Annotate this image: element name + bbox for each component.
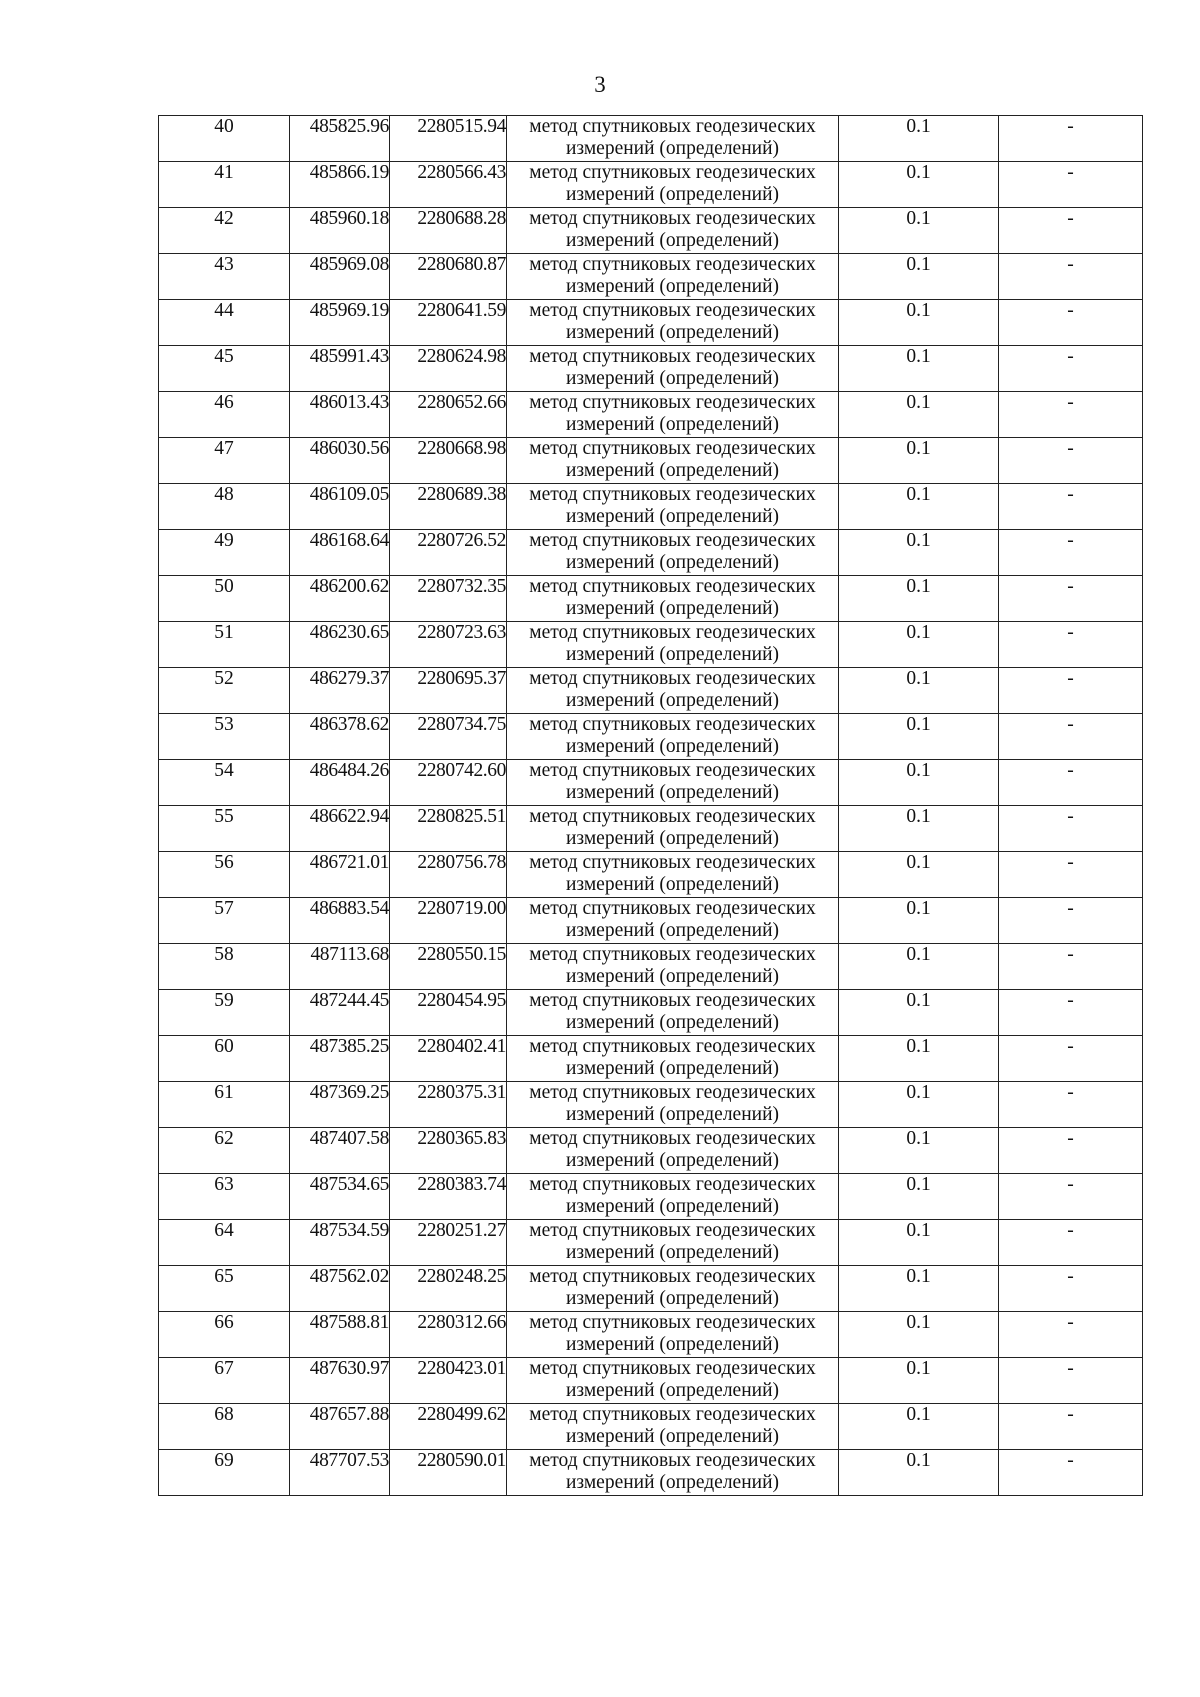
table-row bbox=[159, 944, 1143, 990]
x-coordinate-cell: 486168.64 bbox=[290, 530, 390, 576]
table-row bbox=[159, 1358, 1143, 1404]
point-number-cell: 42 bbox=[159, 208, 290, 254]
point-number-cell: 54 bbox=[159, 760, 290, 806]
table-row bbox=[159, 438, 1143, 484]
y-coordinate-cell: 2280423.01 bbox=[390, 1358, 507, 1404]
x-coordinate-cell: 487562.02 bbox=[290, 1266, 390, 1312]
note-cell: - bbox=[999, 254, 1143, 300]
note-cell: - bbox=[999, 162, 1143, 208]
note-cell: - bbox=[999, 1358, 1143, 1404]
method-cell: метод спутниковых геодезических измерений (определений) bbox=[507, 1404, 839, 1450]
accuracy-cell: 0.1 bbox=[839, 1312, 999, 1358]
table-row bbox=[159, 530, 1143, 576]
table-row bbox=[159, 1312, 1143, 1358]
table-row bbox=[159, 1082, 1143, 1128]
accuracy-cell: 0.1 bbox=[839, 806, 999, 852]
x-coordinate-cell: 486109.05 bbox=[290, 484, 390, 530]
note-cell: - bbox=[999, 1128, 1143, 1174]
y-coordinate-cell: 2280719.00 bbox=[390, 898, 507, 944]
note-cell: - bbox=[999, 852, 1143, 898]
note-cell: - bbox=[999, 1174, 1143, 1220]
point-number-cell: 62 bbox=[159, 1128, 290, 1174]
accuracy-cell: 0.1 bbox=[839, 1036, 999, 1082]
y-coordinate-cell: 2280566.43 bbox=[390, 162, 507, 208]
x-coordinate-cell: 486378.62 bbox=[290, 714, 390, 760]
x-coordinate-cell: 487630.97 bbox=[290, 1358, 390, 1404]
method-cell: метод спутниковых геодезических измерений (определений) bbox=[507, 1450, 839, 1496]
accuracy-cell: 0.1 bbox=[839, 1266, 999, 1312]
accuracy-cell: 0.1 bbox=[839, 1358, 999, 1404]
table-row bbox=[159, 1128, 1143, 1174]
x-coordinate-cell: 486721.01 bbox=[290, 852, 390, 898]
x-coordinate-cell: 485866.19 bbox=[290, 162, 390, 208]
method-cell: метод спутниковых геодезических измерений (определений) bbox=[507, 1082, 839, 1128]
method-cell: метод спутниковых геодезических измерений (определений) bbox=[507, 1358, 839, 1404]
note-cell: - bbox=[999, 1082, 1143, 1128]
table-row bbox=[159, 806, 1143, 852]
table-row bbox=[159, 990, 1143, 1036]
y-coordinate-cell: 2280726.52 bbox=[390, 530, 507, 576]
table-row bbox=[159, 1450, 1143, 1496]
point-number-cell: 58 bbox=[159, 944, 290, 990]
point-number-cell: 63 bbox=[159, 1174, 290, 1220]
coordinates-table bbox=[158, 115, 1143, 1496]
note-cell: - bbox=[999, 944, 1143, 990]
method-cell: метод спутниковых геодезических измерений (определений) bbox=[507, 162, 839, 208]
method-cell: метод спутниковых геодезических измерений (определений) bbox=[507, 116, 839, 162]
note-cell: - bbox=[999, 392, 1143, 438]
method-cell: метод спутниковых геодезических измерений (определений) bbox=[507, 852, 839, 898]
accuracy-cell: 0.1 bbox=[839, 300, 999, 346]
x-coordinate-cell: 486013.43 bbox=[290, 392, 390, 438]
accuracy-cell: 0.1 bbox=[839, 208, 999, 254]
accuracy-cell: 0.1 bbox=[839, 576, 999, 622]
method-cell: метод спутниковых геодезических измерений (определений) bbox=[507, 438, 839, 484]
method-cell: метод спутниковых геодезических измерений (определений) bbox=[507, 760, 839, 806]
table-row bbox=[159, 1266, 1143, 1312]
point-number-cell: 41 bbox=[159, 162, 290, 208]
y-coordinate-cell: 2280742.60 bbox=[390, 760, 507, 806]
point-number-cell: 47 bbox=[159, 438, 290, 484]
note-cell: - bbox=[999, 714, 1143, 760]
method-cell: метод спутниковых геодезических измерений (определений) bbox=[507, 668, 839, 714]
x-coordinate-cell: 486484.26 bbox=[290, 760, 390, 806]
point-number-cell: 65 bbox=[159, 1266, 290, 1312]
y-coordinate-cell: 2280652.66 bbox=[390, 392, 507, 438]
x-coordinate-cell: 486200.62 bbox=[290, 576, 390, 622]
table-row bbox=[159, 162, 1143, 208]
accuracy-cell: 0.1 bbox=[839, 392, 999, 438]
point-number-cell: 52 bbox=[159, 668, 290, 714]
accuracy-cell: 0.1 bbox=[839, 852, 999, 898]
note-cell: - bbox=[999, 622, 1143, 668]
note-cell: - bbox=[999, 990, 1143, 1036]
table-row bbox=[159, 346, 1143, 392]
x-coordinate-cell: 487369.25 bbox=[290, 1082, 390, 1128]
point-number-cell: 68 bbox=[159, 1404, 290, 1450]
note-cell: - bbox=[999, 208, 1143, 254]
y-coordinate-cell: 2280668.98 bbox=[390, 438, 507, 484]
table-row bbox=[159, 898, 1143, 944]
accuracy-cell: 0.1 bbox=[839, 898, 999, 944]
accuracy-cell: 0.1 bbox=[839, 760, 999, 806]
method-cell: метод спутниковых геодезических измерений (определений) bbox=[507, 346, 839, 392]
method-cell: метод спутниковых геодезических измерений (определений) bbox=[507, 300, 839, 346]
table-row bbox=[159, 852, 1143, 898]
y-coordinate-cell: 2280550.15 bbox=[390, 944, 507, 990]
method-cell: метод спутниковых геодезических измерений (определений) bbox=[507, 806, 839, 852]
note-cell: - bbox=[999, 1036, 1143, 1082]
method-cell: метод спутниковых геодезических измерений (определений) bbox=[507, 254, 839, 300]
y-coordinate-cell: 2280248.25 bbox=[390, 1266, 507, 1312]
point-number-cell: 45 bbox=[159, 346, 290, 392]
point-number-cell: 43 bbox=[159, 254, 290, 300]
accuracy-cell: 0.1 bbox=[839, 1450, 999, 1496]
accuracy-cell: 0.1 bbox=[839, 1082, 999, 1128]
table-row bbox=[159, 1036, 1143, 1082]
y-coordinate-cell: 2280515.94 bbox=[390, 116, 507, 162]
note-cell: - bbox=[999, 760, 1143, 806]
method-cell: метод спутниковых геодезических измерений (определений) bbox=[507, 1036, 839, 1082]
y-coordinate-cell: 2280312.66 bbox=[390, 1312, 507, 1358]
x-coordinate-cell: 487113.68 bbox=[290, 944, 390, 990]
method-cell: метод спутниковых геодезических измерений (определений) bbox=[507, 1174, 839, 1220]
table-row bbox=[159, 576, 1143, 622]
y-coordinate-cell: 2280688.28 bbox=[390, 208, 507, 254]
point-number-cell: 53 bbox=[159, 714, 290, 760]
table-row bbox=[159, 760, 1143, 806]
table-row bbox=[159, 1220, 1143, 1266]
table-row bbox=[159, 668, 1143, 714]
accuracy-cell: 0.1 bbox=[839, 1128, 999, 1174]
x-coordinate-cell: 487588.81 bbox=[290, 1312, 390, 1358]
accuracy-cell: 0.1 bbox=[839, 990, 999, 1036]
y-coordinate-cell: 2280251.27 bbox=[390, 1220, 507, 1266]
y-coordinate-cell: 2280695.37 bbox=[390, 668, 507, 714]
method-cell: метод спутниковых геодезических измерений (определений) bbox=[507, 1266, 839, 1312]
y-coordinate-cell: 2280454.95 bbox=[390, 990, 507, 1036]
note-cell: - bbox=[999, 484, 1143, 530]
method-cell: метод спутниковых геодезических измерений (определений) bbox=[507, 898, 839, 944]
note-cell: - bbox=[999, 530, 1143, 576]
method-cell: метод спутниковых геодезических измерений (определений) bbox=[507, 576, 839, 622]
accuracy-cell: 0.1 bbox=[839, 622, 999, 668]
x-coordinate-cell: 486622.94 bbox=[290, 806, 390, 852]
table-row bbox=[159, 484, 1143, 530]
note-cell: - bbox=[999, 1404, 1143, 1450]
method-cell: метод спутниковых геодезических измерений (определений) bbox=[507, 208, 839, 254]
point-number-cell: 67 bbox=[159, 1358, 290, 1404]
method-cell: метод спутниковых геодезических измерений (определений) bbox=[507, 714, 839, 760]
note-cell: - bbox=[999, 898, 1143, 944]
point-number-cell: 48 bbox=[159, 484, 290, 530]
y-coordinate-cell: 2280734.75 bbox=[390, 714, 507, 760]
x-coordinate-cell: 485825.96 bbox=[290, 116, 390, 162]
method-cell: метод спутниковых геодезических измерений (определений) bbox=[507, 990, 839, 1036]
table-row bbox=[159, 208, 1143, 254]
point-number-cell: 61 bbox=[159, 1082, 290, 1128]
y-coordinate-cell: 2280641.59 bbox=[390, 300, 507, 346]
x-coordinate-cell: 485960.18 bbox=[290, 208, 390, 254]
point-number-cell: 49 bbox=[159, 530, 290, 576]
page-number: 3 bbox=[594, 72, 606, 97]
table-row bbox=[159, 116, 1143, 162]
y-coordinate-cell: 2280689.38 bbox=[390, 484, 507, 530]
y-coordinate-cell: 2280499.62 bbox=[390, 1404, 507, 1450]
note-cell: - bbox=[999, 576, 1143, 622]
accuracy-cell: 0.1 bbox=[839, 944, 999, 990]
method-cell: метод спутниковых геодезических измерений (определений) bbox=[507, 1312, 839, 1358]
note-cell: - bbox=[999, 1220, 1143, 1266]
note-cell: - bbox=[999, 668, 1143, 714]
accuracy-cell: 0.1 bbox=[839, 668, 999, 714]
method-cell: метод спутниковых геодезических измерений (определений) bbox=[507, 392, 839, 438]
x-coordinate-cell: 487244.45 bbox=[290, 990, 390, 1036]
method-cell: метод спутниковых геодезических измерений (определений) bbox=[507, 484, 839, 530]
point-number-cell: 50 bbox=[159, 576, 290, 622]
accuracy-cell: 0.1 bbox=[839, 530, 999, 576]
accuracy-cell: 0.1 bbox=[839, 1174, 999, 1220]
point-number-cell: 56 bbox=[159, 852, 290, 898]
note-cell: - bbox=[999, 806, 1143, 852]
y-coordinate-cell: 2280383.74 bbox=[390, 1174, 507, 1220]
point-number-cell: 44 bbox=[159, 300, 290, 346]
x-coordinate-cell: 485969.19 bbox=[290, 300, 390, 346]
note-cell: - bbox=[999, 116, 1143, 162]
method-cell: метод спутниковых геодезических измерений (определений) bbox=[507, 530, 839, 576]
x-coordinate-cell: 486030.56 bbox=[290, 438, 390, 484]
table-row bbox=[159, 1174, 1143, 1220]
point-number-cell: 64 bbox=[159, 1220, 290, 1266]
x-coordinate-cell: 486279.37 bbox=[290, 668, 390, 714]
x-coordinate-cell: 486230.65 bbox=[290, 622, 390, 668]
x-coordinate-cell: 487707.53 bbox=[290, 1450, 390, 1496]
point-number-cell: 40 bbox=[159, 116, 290, 162]
y-coordinate-cell: 2280365.83 bbox=[390, 1128, 507, 1174]
table-row bbox=[159, 1404, 1143, 1450]
table-row bbox=[159, 714, 1143, 760]
accuracy-cell: 0.1 bbox=[839, 1220, 999, 1266]
y-coordinate-cell: 2280825.51 bbox=[390, 806, 507, 852]
accuracy-cell: 0.1 bbox=[839, 162, 999, 208]
table-row bbox=[159, 300, 1143, 346]
x-coordinate-cell: 487385.25 bbox=[290, 1036, 390, 1082]
note-cell: - bbox=[999, 346, 1143, 392]
note-cell: - bbox=[999, 300, 1143, 346]
table-body bbox=[159, 116, 1143, 1496]
y-coordinate-cell: 2280732.35 bbox=[390, 576, 507, 622]
x-coordinate-cell: 485991.43 bbox=[290, 346, 390, 392]
point-number-cell: 69 bbox=[159, 1450, 290, 1496]
note-cell: - bbox=[999, 1266, 1143, 1312]
note-cell: - bbox=[999, 438, 1143, 484]
method-cell: метод спутниковых геодезических измерений (определений) bbox=[507, 622, 839, 668]
y-coordinate-cell: 2280375.31 bbox=[390, 1082, 507, 1128]
accuracy-cell: 0.1 bbox=[839, 1404, 999, 1450]
note-cell: - bbox=[999, 1450, 1143, 1496]
accuracy-cell: 0.1 bbox=[839, 484, 999, 530]
y-coordinate-cell: 2280680.87 bbox=[390, 254, 507, 300]
point-number-cell: 55 bbox=[159, 806, 290, 852]
x-coordinate-cell: 486883.54 bbox=[290, 898, 390, 944]
accuracy-cell: 0.1 bbox=[839, 346, 999, 392]
point-number-cell: 57 bbox=[159, 898, 290, 944]
accuracy-cell: 0.1 bbox=[839, 438, 999, 484]
y-coordinate-cell: 2280624.98 bbox=[390, 346, 507, 392]
x-coordinate-cell: 487407.58 bbox=[290, 1128, 390, 1174]
point-number-cell: 59 bbox=[159, 990, 290, 1036]
y-coordinate-cell: 2280756.78 bbox=[390, 852, 507, 898]
accuracy-cell: 0.1 bbox=[839, 116, 999, 162]
x-coordinate-cell: 487657.88 bbox=[290, 1404, 390, 1450]
point-number-cell: 51 bbox=[159, 622, 290, 668]
table-row bbox=[159, 254, 1143, 300]
accuracy-cell: 0.1 bbox=[839, 254, 999, 300]
x-coordinate-cell: 485969.08 bbox=[290, 254, 390, 300]
method-cell: метод спутниковых геодезических измерений (определений) bbox=[507, 1220, 839, 1266]
table-row bbox=[159, 392, 1143, 438]
method-cell: метод спутниковых геодезических измерений (определений) bbox=[507, 944, 839, 990]
x-coordinate-cell: 487534.65 bbox=[290, 1174, 390, 1220]
point-number-cell: 60 bbox=[159, 1036, 290, 1082]
y-coordinate-cell: 2280590.01 bbox=[390, 1450, 507, 1496]
y-coordinate-cell: 2280402.41 bbox=[390, 1036, 507, 1082]
y-coordinate-cell: 2280723.63 bbox=[390, 622, 507, 668]
table-row bbox=[159, 622, 1143, 668]
point-number-cell: 46 bbox=[159, 392, 290, 438]
accuracy-cell: 0.1 bbox=[839, 714, 999, 760]
point-number-cell: 66 bbox=[159, 1312, 290, 1358]
note-cell: - bbox=[999, 1312, 1143, 1358]
method-cell: метод спутниковых геодезических измерений (определений) bbox=[507, 1128, 839, 1174]
x-coordinate-cell: 487534.59 bbox=[290, 1220, 390, 1266]
